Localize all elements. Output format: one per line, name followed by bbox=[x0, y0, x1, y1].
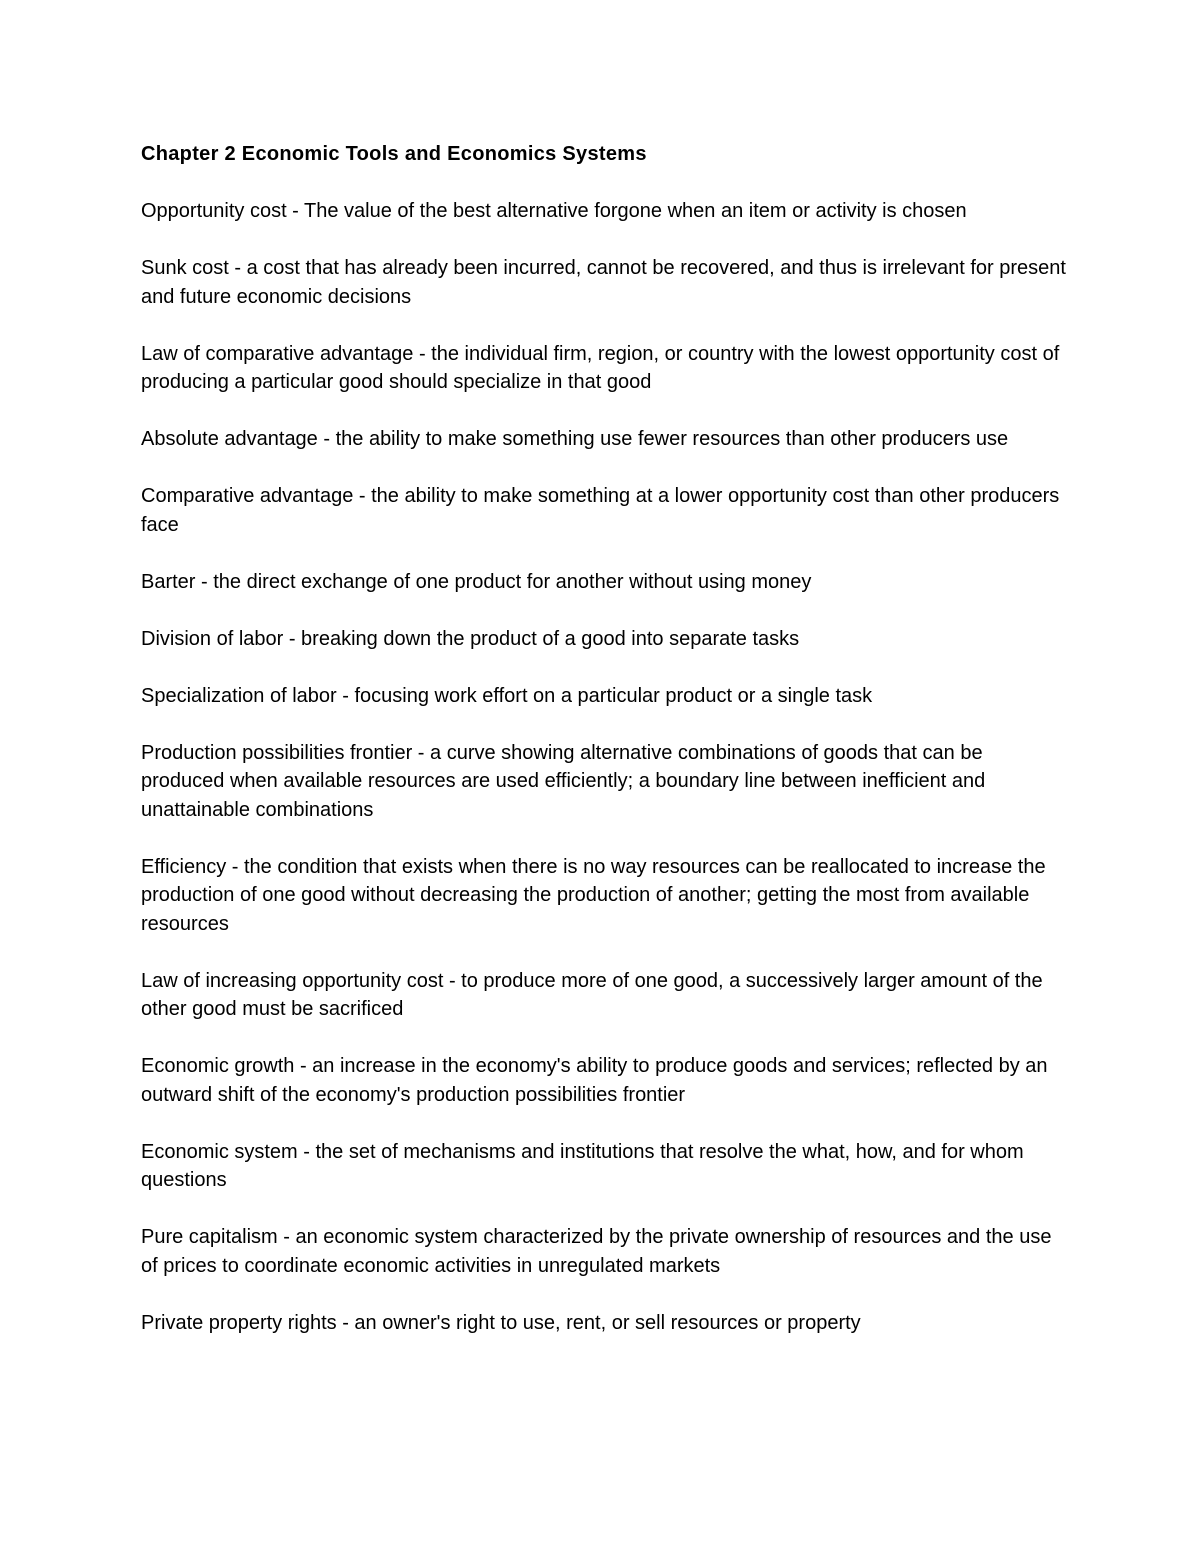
definition-absolute-advantage: Absolute advantage - the ability to make something use fewer resources than other producers use bbox=[141, 428, 1009, 450]
definition-law-of-increasing-opportunity-cost: Law of increasing opportunity cost - to produce more of one good, a successively larger amount of the other good must be sacrificed bbox=[141, 969, 1043, 1020]
definition-production-possibilities-frontier: Production possibilities frontier - a curve showing alternative combinations of goods that can be produced when available resources are used efficiently; a boundary line between inefficient and unattainable combinations bbox=[141, 741, 986, 821]
definition-economic-system: Economic system - the set of mechanisms and institutions that resolve the what, how, and for whom questions bbox=[141, 1140, 1024, 1191]
definition-opportunity-cost: Opportunity cost - The value of the best alternative forgone when an item or activity is chosen bbox=[141, 200, 967, 222]
definition-law-of-comparative-advantage: Law of comparative advantage - the individual firm, region, or country with the lowest opportunity cost of producing a particular good should specialize in that good bbox=[141, 342, 1060, 393]
definition-economic-growth: Economic growth - an increase in the economy's ability to produce goods and services; reflected by an outward shift of the economy's production possibilities frontier bbox=[141, 1055, 1048, 1106]
definition-comparative-advantage: Comparative advantage - the ability to make something at a lower opportunity cost than other producers face bbox=[141, 485, 1060, 536]
definition-private-property-rights: Private property rights - an owner's right to use, rent, or sell resources or property bbox=[141, 1311, 861, 1334]
document-page bbox=[141, 140, 1071, 1366]
definition-sunk-cost: Sunk cost - a cost that has already been incurred, cannot be recovered, and thus is irrelevant for present and future economic decisions bbox=[141, 257, 1066, 308]
definition-barter: Barter - the direct exchange of one product for another without using money bbox=[141, 570, 812, 593]
definition-division-of-labor: Division of labor - breaking down the product of a good into separate tasks bbox=[141, 627, 800, 650]
definition-specialization-of-labor: Specialization of labor - focusing work effort on a particular product or a single task bbox=[141, 684, 873, 707]
definition-efficiency: Efficiency - the condition that exists when there is no way resources can be reallocated to increase the production of one good without decreasing the production of another; getting the most from available resources bbox=[141, 855, 1046, 935]
definition-pure-capitalism: Pure capitalism - an economic system characterized by the private ownership of resources and the use of prices to coordinate economic activities in unregulated markets bbox=[141, 1226, 1052, 1277]
document-title: Chapter 2 Economic Tools and Economics Systems bbox=[141, 143, 647, 165]
